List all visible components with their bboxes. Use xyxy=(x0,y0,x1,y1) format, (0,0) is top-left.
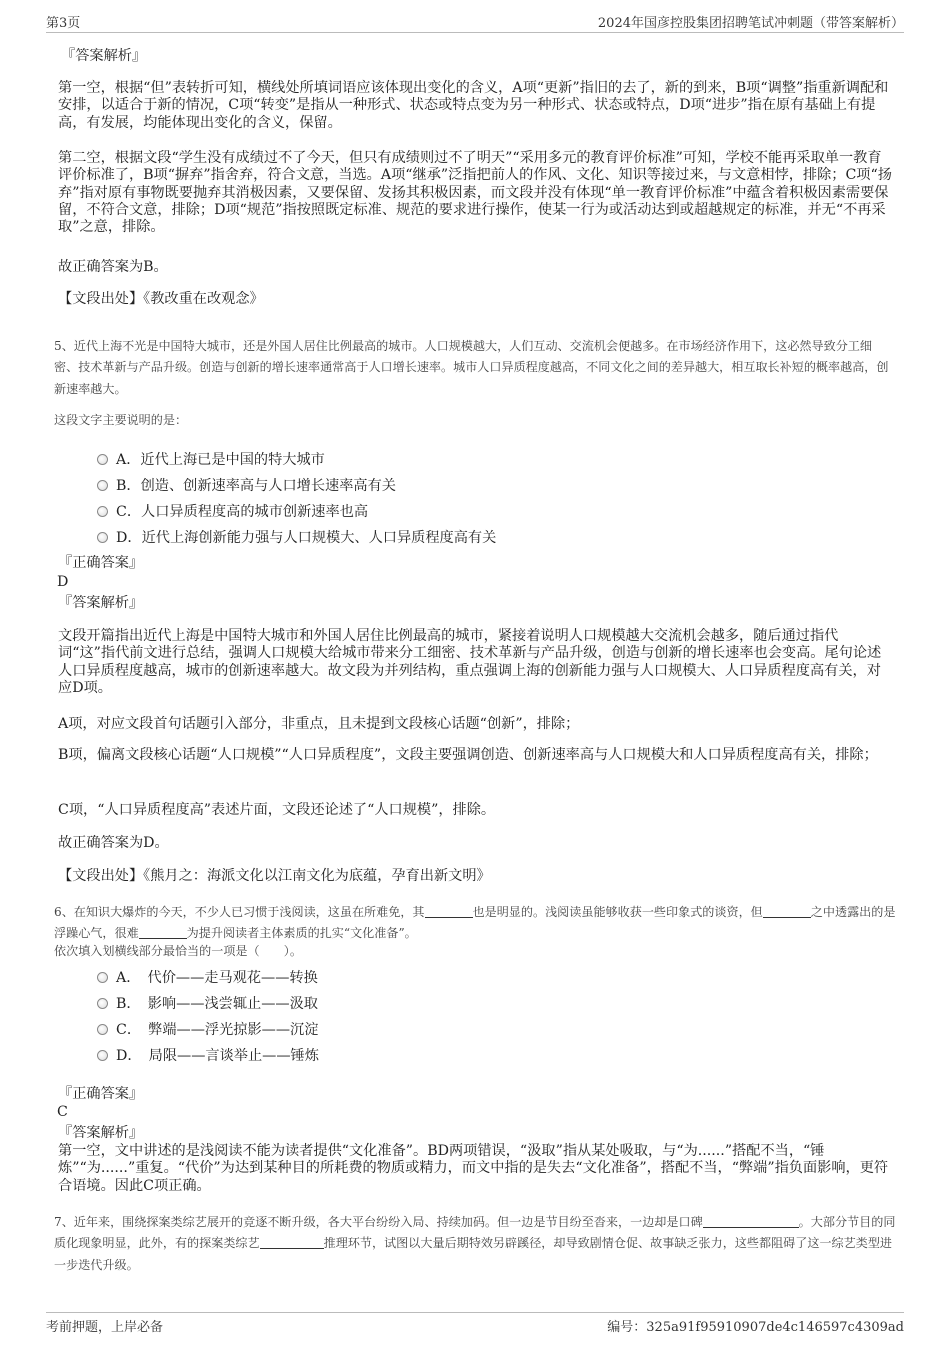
q6-stem-part: 为提升阅读者主体素质的扎实“文化准备”。 xyxy=(186,926,417,941)
q6-stem-part: 之中透露出的是浮躁心气，很难 xyxy=(54,905,896,941)
fill-blank xyxy=(260,1235,324,1249)
footer-slogan: 考前押题，上岸必备 xyxy=(46,1320,164,1335)
q5-stem: 5、近代上海不光是中国特大城市，还是外国人居住比例最高的城市。人口规模越大，人们互动、交流机会便越多。在市场经济作用下，这必然导致分工细密、技术革新与产品升级。创造与创新的增长速率通常高于人口增长速率。城市人口异质程度越高，不同文化之间的差异越大，相互取长补短的概率越高，创新速率越大。 xyxy=(54,339,889,396)
q6-option-a-label: A． 代价——走马观花——转换 xyxy=(116,970,318,986)
q6-option-b-label: B． 影响——浅尝辄止——汲取 xyxy=(116,996,318,1012)
q5-analysis-paragraph: 文段开篇指出近代上海是中国特大城市和外国人居住比例最高的城市，紧接着说明人口规模越大交流机会越多，随后通过指代词“这”指代前文进行总结，强调人口规模大给城市带来分工细密、技术革新与产品升级，创造与创新的增长速率也会变高。尾句论述人口异质程度越高，城市的创新速率越大。故文段为并列结构，重点强调上海的创新能力强与人口规模大、人口异质程度高有关，对应D项。 xyxy=(58,628,882,696)
q5-answer-tag: 『正确答案』 xyxy=(58,555,144,571)
q4-analysis-paragraph-2: 第二空，根据文段“学生没有成绩过不了今天，但只有成绩则过不了明天”“采用多元的教育评价标准”可知，学校不能再采取单一教育评价标准了，B项“摒弃”指舍弃，符合文意，当选。A项“继承”泛指把前人的作风、文化、知识等接过来，与文意相悖，排除；C项“扬弃”指对原有事物既要抛弃其消极因素，又要保留、发扬其积极因素，而文段并没有体现“单一教育评价标准”中蕴含着积极因素需要保留，不符合文意，排除；D项“规范”指按照既定标准、规范的要求进行操作，使某一行为或活动达到或超越规定的标准，并无“不再采取”之意，排除。 xyxy=(58,150,892,236)
fill-blank xyxy=(703,1214,799,1228)
q4-analysis-paragraph-1: 第一空，根据“但”表转折可知，横线处所填词语应该体现出变化的含义，A项“更新”指旧的去了，新的到来，B项“调整”指重新调配和安排，以适合于新的情况，C项“转变”是指从一种形式、状态或特点变为另一种形式、状态或特点，D项“进步”指在原有基础上有提高，有发展，均能体现出变化的含义，保留。 xyxy=(58,80,889,131)
q6-option-b[interactable] xyxy=(97,993,318,1013)
fill-blank xyxy=(763,904,811,918)
q5-answer: D xyxy=(57,574,69,590)
q6-option-c-label: C． 弊端——浮光掠影——沉淀 xyxy=(116,1022,319,1038)
q6-option-d-label: D． 局限——言谈举止——锤炼 xyxy=(116,1048,319,1064)
q4-source: 【文段出处】《教改重在改观念》 xyxy=(58,291,264,307)
q5-option-a[interactable] xyxy=(97,449,325,469)
q5-analysis-option-c: C项，“人口异质程度高”表述片面，文段还论述了“人口规模”，排除。 xyxy=(58,802,496,818)
q5-option-c[interactable] xyxy=(97,501,368,521)
document-title: 2024年国彦控股集团招聘笔试冲刺题（带答案解析） xyxy=(597,16,904,31)
q6-stem-part: 也是明显的。浅阅读虽能够收获一些印象式的谈资，但 xyxy=(472,905,763,919)
q7-stem-part: 。大部分节目的同质化现象明显，此外，有的探案类综艺 xyxy=(54,1215,896,1251)
q6-option-a[interactable] xyxy=(97,967,318,987)
q6-answer-tag: 『正确答案』 xyxy=(58,1086,144,1102)
radio-icon[interactable] xyxy=(97,532,108,543)
radio-icon[interactable] xyxy=(97,506,108,517)
fill-blank xyxy=(425,904,473,918)
q7-stem xyxy=(54,1212,896,1276)
q6-option-d[interactable] xyxy=(97,1045,319,1065)
q7-stem-part: 7、近年来，围绕探案类综艺展开的竞逐不断升级，各大平台纷纷入局、持续加码。但一边是节目纷至沓来，一边却是口碑 xyxy=(54,1215,703,1229)
q6-question: 依次填入划横线部分最恰当的一项是（ ）。 xyxy=(54,944,302,958)
document-serial: 编号：325a91f95910907de4c146597c4309ad xyxy=(607,1320,904,1335)
page-number: 第3页 xyxy=(46,16,81,31)
q5-question: 这段文字主要说明的是： xyxy=(54,413,188,427)
radio-icon[interactable] xyxy=(97,454,108,465)
q7-stem-part: 推理环节，试图以大量后期特效另辟蹊径，却导致剧情仓促、故事缺乏张力，这些都阻碍了这一综艺类型进一步迭代升级。 xyxy=(54,1236,893,1272)
radio-icon[interactable] xyxy=(97,480,108,491)
fill-blank xyxy=(139,925,187,939)
radio-icon[interactable] xyxy=(97,972,108,983)
q5-option-d-label: D．近代上海创新能力强与人口规模大、人口异质程度高有关 xyxy=(116,530,497,546)
q5-source: 【文段出处】《熊月之：海派文化以江南文化为底蕴，孕育出新文明》 xyxy=(58,868,491,884)
radio-icon[interactable] xyxy=(97,1024,108,1035)
q6-stem xyxy=(54,902,896,945)
q6-analysis: 第一空，文中讲述的是浅阅读不能为读者提供“文化准备”。BD两项错误，“汲取”指从某处吸取，与“为......”搭配不当，“锤炼”“为......”重复。“代价”为达到某种目的所耗费的物质或精力，而文中指的是失去“文化准备”，搭配不当，“弊端”指负面影响，更符合语境。因此C项正确。 xyxy=(58,1143,889,1194)
radio-icon[interactable] xyxy=(97,1050,108,1061)
q5-option-c-label: C．人口异质程度高的城市创新速率也高 xyxy=(116,504,369,520)
q5-option-b[interactable] xyxy=(97,475,396,495)
q5-analysis-tag: 『答案解析』 xyxy=(58,595,144,611)
page-footer xyxy=(46,1312,904,1337)
q6-answer: C xyxy=(57,1104,68,1120)
q4-conclusion: 故正确答案为B。 xyxy=(58,259,168,275)
q5-conclusion: 故正确答案为D。 xyxy=(58,835,169,851)
q5-option-d[interactable] xyxy=(97,527,496,547)
q5-analysis-option-a: A项，对应文段首句话题引入部分，非重点，且未提到文段核心话题“创新”，排除； xyxy=(58,716,580,732)
q6-analysis-tag: 『答案解析』 xyxy=(58,1125,144,1141)
q5-analysis-option-b: B项，偏离文段核心话题“人口规模”“人口异质程度”，文段主要强调创造、创新速率高与人口规模大和人口异质程度高有关，排除； xyxy=(58,747,878,763)
q4-analysis-tag: 『答案解析』 xyxy=(61,48,147,64)
q6-stem-part: 6、在知识大爆炸的今天，不少人已习惯于浅阅读，这虽在所难免，其 xyxy=(54,905,425,919)
q5-option-b-label: B．创造、创新速率高与人口增长速率高有关 xyxy=(116,478,396,494)
q5-option-a-label: A．近代上海已是中国的特大城市 xyxy=(116,452,325,468)
q6-option-c[interactable] xyxy=(97,1019,318,1039)
radio-icon[interactable] xyxy=(97,998,108,1009)
page-header xyxy=(46,8,904,33)
